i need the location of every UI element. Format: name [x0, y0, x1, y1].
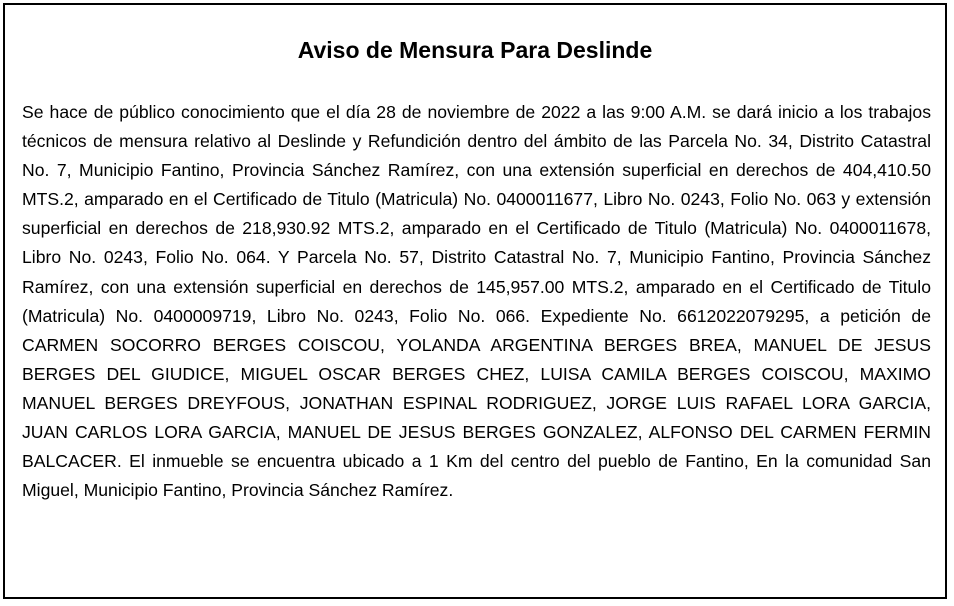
notice-title: Aviso de Mensura Para Deslinde: [297, 37, 653, 63]
notice-body: Se hace de público conocimiento que el día 28 de noviembre de 2022 a las 9:00 A.M. se dará inicio a los trabajos técnicos de mensura relativo al Deslinde y Refundición dentro del ámbito de las Parcela No. 34, Distrito Catastral No. 7, Municipio Fantino, Provincia Sánchez Ramírez, con una extensión superficial en derechos de 404,410.50 MTS.2, amparado en el Certificado de Titulo (Matricula) No. 0400011677, Libro No. 0243, Folio No. 063 y extensión superficial en derechos de 218,930.92 MTS.2, amparado en el Certificado de Titulo (Matricula) No. 0400011678, Libro No. 0243, Folio No. 064. Y Parcela No. 57, Distrito Catastral No. 7, Municipio Fantino, Provincia Sánchez Ramírez, con una extensión superficial en derechos de 145,957.00 MTS.2, amparado en el Certificado de Titulo (Matricula) No. 0400009719, Libro No. 0243, Folio No. 066. Expediente No. 6612022079295, a petición de CARMEN SOCORRO BERGES COISCOU, YOLANDA ARGENTINA BERGES BREA, MANUEL DE JESUS BERGES DEL GIUDICE, MIGUEL OSCAR BERGES CHEZ, LUISA CAMILA BERGES COISCOU, MAXIMO MANUEL BERGES DREYFOUS, JONATHAN ESPINAL RODRIGUEZ, JORGE LUIS RAFAEL LORA GARCIA, JUAN CARLOS LORA GARCIA, MANUEL DE JESUS BERGES GONZALEZ, ALFONSO DEL CARMEN FERMIN BALCACER. El inmueble se encuentra ubicado a 1 Km del centro del pueblo de Fantino, En la comunidad San Miguel, Municipio Fantino, Provincia Sánchez Ramírez.: [22, 102, 931, 501]
notice-frame: [3, 3, 947, 599]
